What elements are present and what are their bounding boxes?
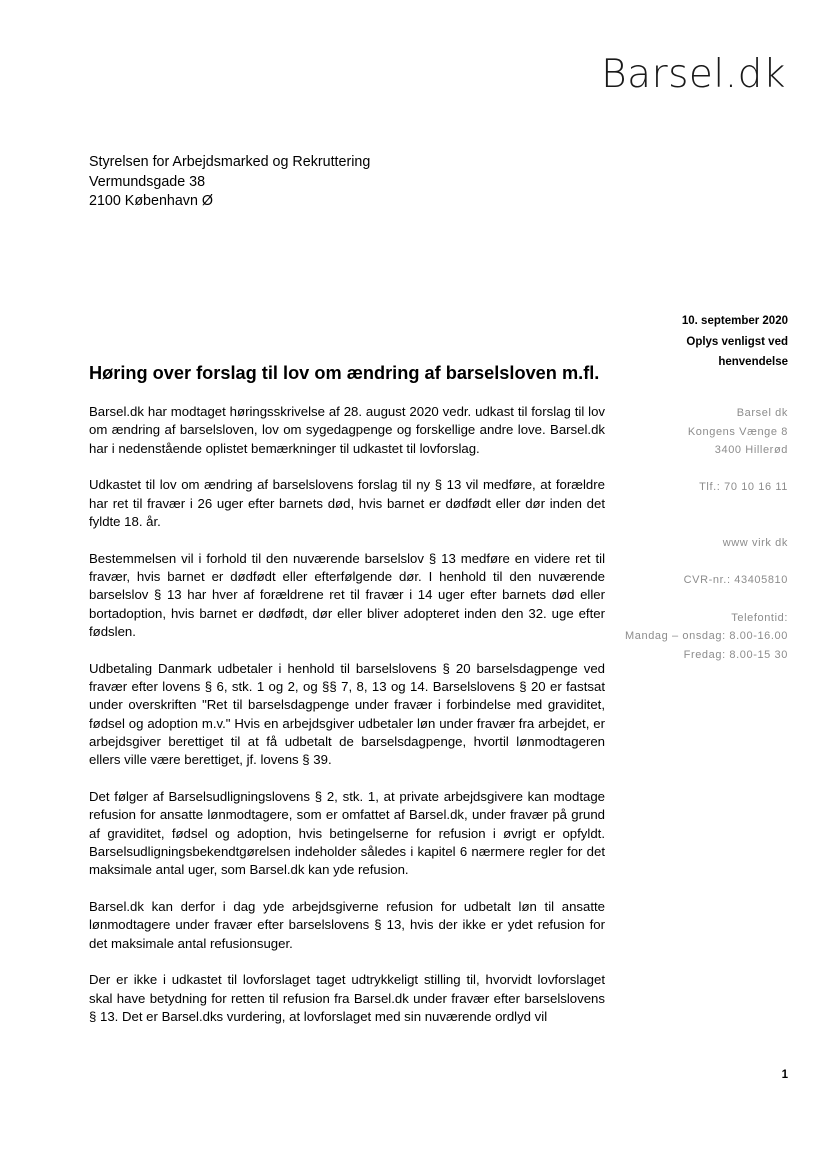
sender-website: www virk dk [722,537,788,550]
spacer [600,460,788,479]
recipient-city: 2100 København Ø [89,193,213,209]
phone-hours-friday: Fredag: 8.00-15 30 [683,648,788,661]
page-number: 1 [781,1069,788,1081]
recipient-street: Vermundsgade 38 [89,173,206,190]
body-paragraph-5: Det følger af Barselsudligningslovens § 2, stk. 1, at private arbejdsgivere kan modtage refusion for ansatte lønmodtagere, som er omfattet af Barsel.dk, under fravær på grund af graviditet, fødsel og adoption, hvis betingelserne for refusion i øvrigt er opfyldt. Barselsudligningsbekendtgørelsen indeholder således i kapitel 6 nærmere regler for det maksimale antal uger, som Barsel.dk kan yde refusion. [89,789,605,878]
phone-hours-label: Telefontid: [731,611,788,624]
phone-hours-weekdays: Mandag – onsdag: 8.00-16.00 [625,630,788,643]
recipient-name: Styrelsen for Arbejdsmarked og Rekruttering [89,154,371,170]
spacer [600,553,788,572]
body-paragraph-2: Udkastet til lov om ændring af barselslovens forslag til ny § 13 vil medføre, at forældre har ret til fravær i 26 uger efter barnets død, hvis barnet er dødfødt eller dør inden det fyldte 18. år. [89,477,605,529]
body-paragraph-4: Udbetaling Danmark udbetaler i henhold til barselslovens § 20 barselsdagpenge ved fravær efter lovens § 6, stk. 1 og 2, og §§ 7, 8, 13 og 14. Barselslovens § 20 er fastsat under overskriften "Ret til barselsdagpenge under fravær i forbindelse med graviditet, fødsel og adoption m.v." Hvis en arbejdsgiver udbetaler løn under fravær fra arbejdet, er arbejdsgiver berettiget til at få udbetalt de barselsdagpenge, hvortil lønmodtageren ellers ville være berettiget, jf. lovens § 39. [89,660,605,768]
sender-phone: Tlf.: 70 10 16 11 [699,481,788,494]
letter-date: 10. september 2020 [681,315,788,327]
body-paragraph-3: Bestemmelsen vil i forhold til den nuværende barselslov § 13 medføre en videre ret til fravær, hvis barnet er dødfødt eller efterfølgende dør. I henhold til den nuværende barselslov § 13 har hver af forældrene ret til fravær i 14 uger efter barnets død eller bortadoption, hvis barnet er dødfødt, dør eller bliver adopteret inden den 32. uge efter fødslen. [89,550,605,639]
recipient-address [89,153,509,212]
letter-body [89,403,605,1045]
spacer [600,590,788,609]
sender-org: Barsel dk [736,407,788,419]
sender-contact-info [600,404,788,664]
reference-note-line2: henvendelse [718,356,788,368]
body-paragraph-1: Barsel.dk har modtaget høringsskrivelse af 28. august 2020 vedr. udkast til forslag til lov om ændring af barselsloven, lov om sygedagpenge og forskellige andre love. Barsel.dk har i nedenstående oplistet bemærkninger til udkastet til lovforslag. [89,404,605,456]
spacer [600,516,788,535]
body-paragraph-6: Barsel.dk kan derfor i dag yde arbejdsgiverne refusion for udbetalt løn til ansatte lønmodtagere under fravær efter barselslovens § 13, hvis der ikke er ydet refusion for det maksimale antal refusionsuger. [89,899,605,951]
reference-note-line1: Oplys venligst ved [686,335,788,348]
letter-meta [600,311,788,373]
sender-cvr: CVR-nr.: 43405810 [683,574,788,587]
sender-city: 3400 Hillerød [714,444,788,457]
body-paragraph-7: Der er ikke i udkastet til lovforslaget taget udtrykkeligt stilling til, hvorvidt lovforslaget skal have betydning for retten til refusion fra Barsel.dk under fravær efter barselslovens § 13. Det er Barsel.dks vurdering, at lovforslaget med sin nuværende ordlyd vil [89,972,605,1025]
spacer [600,497,788,516]
barsel-logo: Barsel.dk [601,52,786,97]
sender-street: Kongens Vænge 8 [687,425,788,438]
letter-subject: Høring over forslag til lov om ændring af barselsloven m.fl. [89,363,600,383]
